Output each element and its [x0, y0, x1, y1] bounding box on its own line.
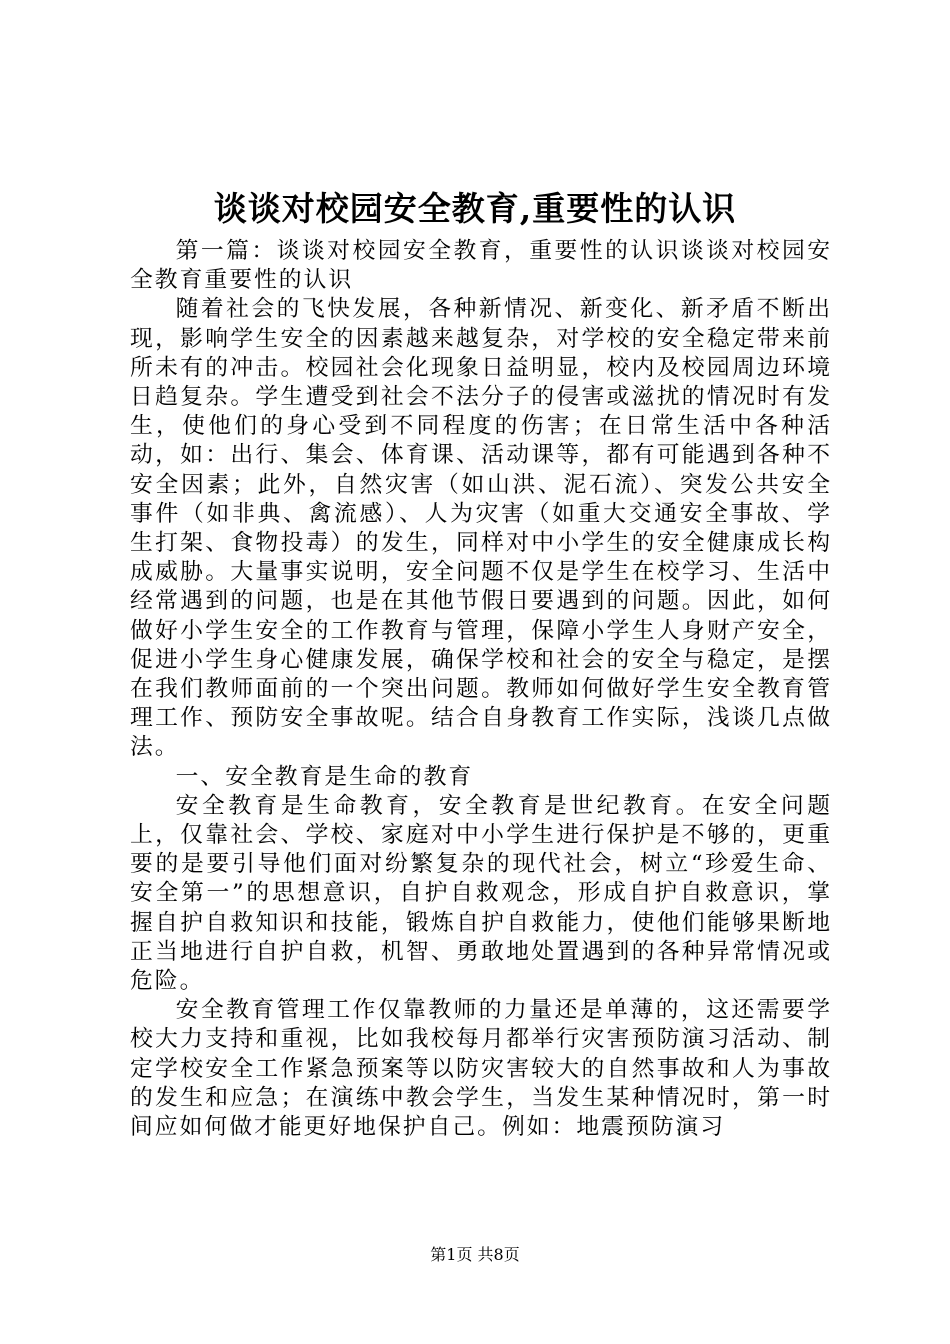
document-title: 谈谈对校园安全教育,重要性的认识 — [213, 189, 737, 228]
paragraph-school-support: 安全教育管理工作仅靠教师的力量还是单薄的，这还需要学校大力支持和重视，比如我校每月都举行灾害预防演习活动、制定学校安全工作紧急预案等以防灾害较大的自然事故和人为事故的发生和应急；在演练中教会学生，当发生某种情况时，第一时间应如何做才能更好地保护自己。例如：地震预防演习 — [130, 997, 832, 1141]
paragraph-background: 随着社会的飞快发展，各种新情况、新变化、新矛盾不断出现，影响学生安全的因素越来越复杂，对学校的安全稳定带来前所未有的冲击。校园社会化现象日益明显，校内及校园周边环境日趋复杂。学生遭受到社会不法分子的侵害或滋扰的情况时有发生，使他们的身心受到不同程度的伤害；在日常生活中各种活动，如：出行、集会、体育课、活动课等，都有可能遇到各种不安全因素；此外，自然灾害（如山洪、泥石流）、突发公共安全事件（如非典、禽流感）、人为灾害（如重大交通安全事故、学生打架、食物投毒）的发生，同样对中小学生的安全健康成长构成威胁。大量事实说明，安全问题不仅是学生在校学习、生活中经常遇到的问题，也是在其他节假日要遇到的问题。因此，如何做好小学生安全的工作教育与管理，保障小学生人身财产安全，促进小学生身心健康发展，确保学校和社会的安全与稳定，是摆在我们教师面前的一个突出问题。教师如何做好学生安全教育管理工作、预防安全事故呢。结合自身教育工作实际，浅谈几点做法。 — [130, 296, 832, 761]
section-heading-1: 一、安全教育是生命的教育 — [175, 763, 474, 790]
paragraph-life-education: 安全教育是生命教育，安全教育是世纪教育。在安全问题上，仅靠社会、学校、家庭对中小学生进行保护是不够的，更重要的是要引导他们面对纷繁复杂的现代社会，树立“珍爱生命、安全第一”的思想意识，自护自救观念，形成自护自救意识，掌握自护自救知识和技能，锻炼自护自救能力，使他们能够果断地正当地进行自护自救，机智、勇敢地处置遇到的各种异常情况或危险。 — [130, 792, 832, 995]
page-number-footer: 第1页 共8页 — [430, 1245, 520, 1264]
document-body — [130, 237, 832, 1142]
paragraph-intro: 第一篇：谈谈对校园安全教育，重要性的认识谈谈对校园安全教育重要性的认识 — [130, 238, 832, 294]
